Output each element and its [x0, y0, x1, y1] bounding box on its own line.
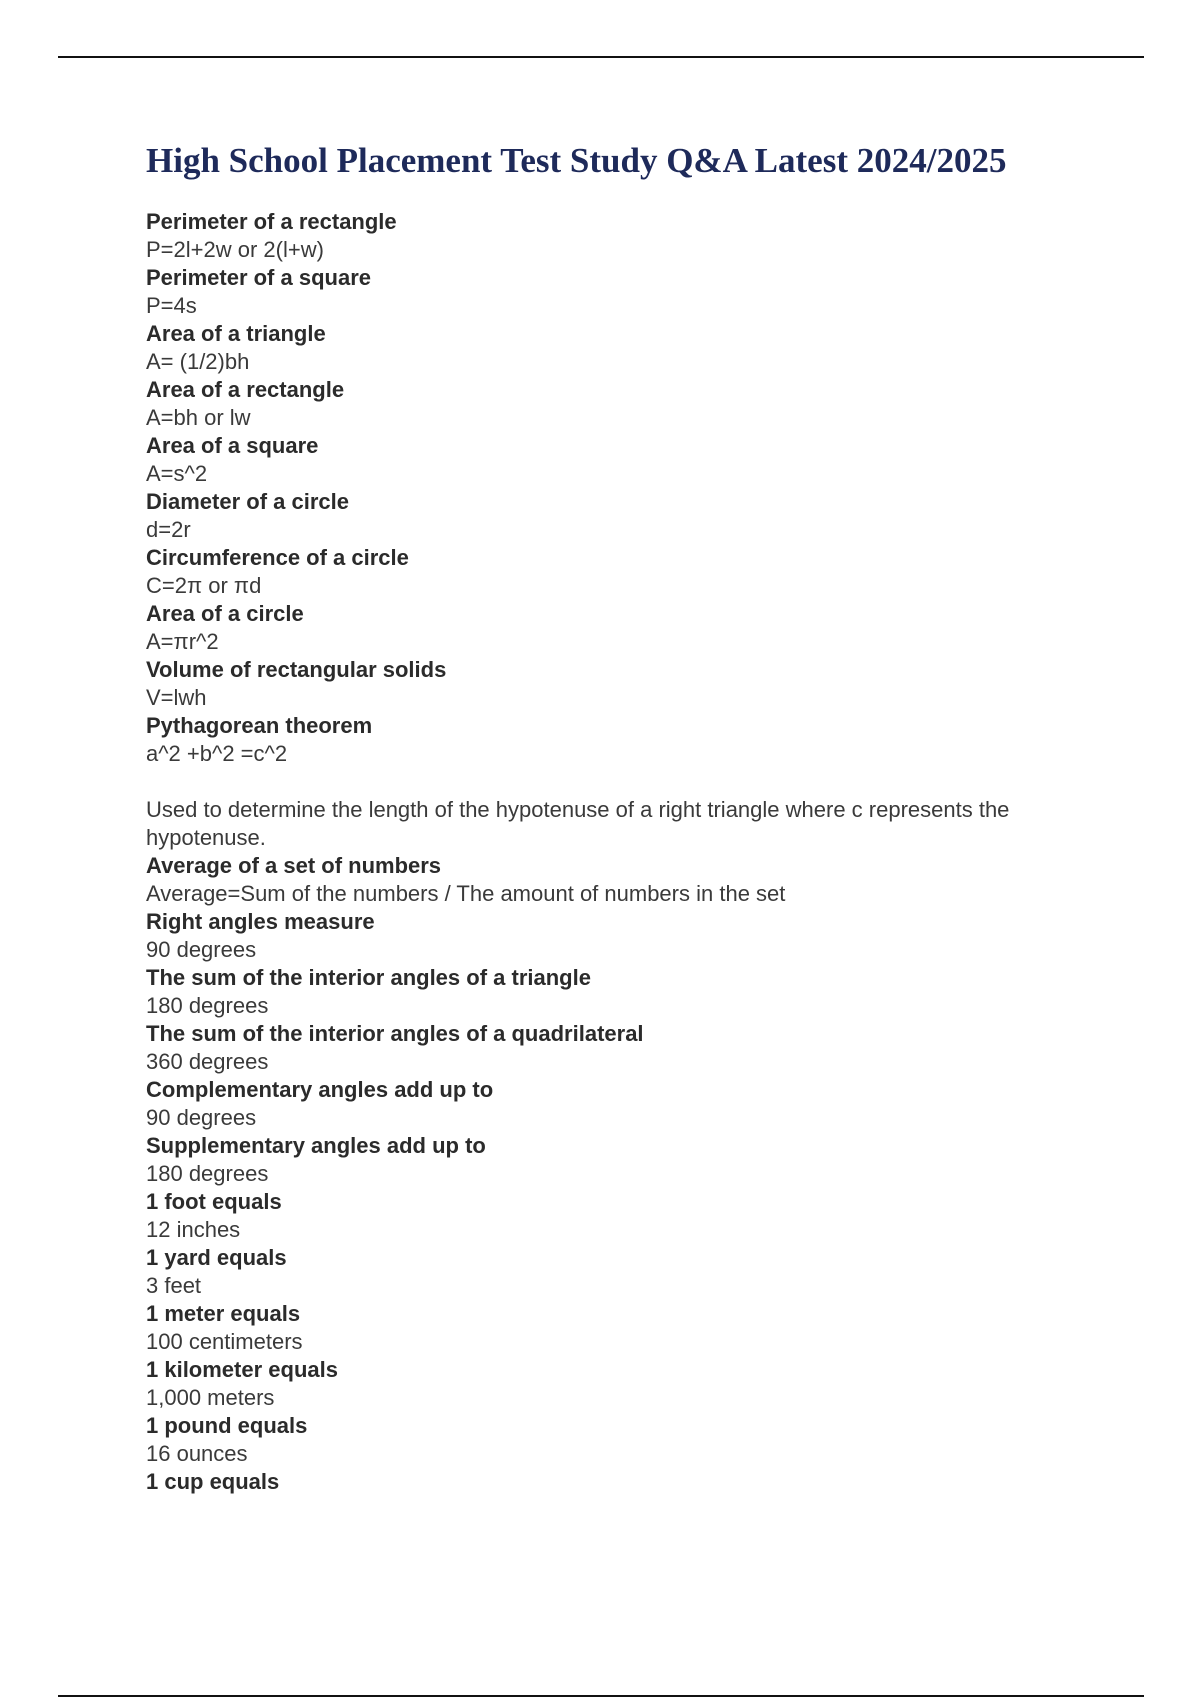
- question: The sum of the interior angles of a triangle: [146, 965, 591, 990]
- question: Circumference of a circle: [146, 545, 409, 570]
- question: Volume of rectangular solids: [146, 657, 447, 682]
- question: Area of a rectangle: [146, 377, 345, 402]
- qa-item: [146, 656, 1076, 712]
- question: Right angles measure: [146, 909, 375, 934]
- question: Area of a triangle: [146, 321, 326, 346]
- question: 1 cup equals: [146, 1469, 280, 1494]
- answer: C=2π or πd: [146, 573, 262, 598]
- question: 1 kilometer equals: [146, 1357, 338, 1382]
- answer: 180 degrees: [146, 1161, 269, 1186]
- question: 1 meter equals: [146, 1301, 301, 1326]
- document-body: [146, 140, 1076, 1496]
- question: The sum of the interior angles of a quadrilateral: [146, 1021, 644, 1046]
- question: Supplementary angles add up to: [146, 1133, 486, 1158]
- qa-item: [146, 1188, 1076, 1244]
- answer: A= (1/2)bh: [146, 349, 250, 374]
- question: Area of a circle: [146, 601, 304, 626]
- qa-item: [146, 852, 1076, 908]
- qa-item: [146, 1412, 1076, 1468]
- answer: 1,000 meters: [146, 1385, 275, 1410]
- answer: A=πr^2: [146, 629, 219, 654]
- qa-item: [146, 1132, 1076, 1188]
- answer: 16 ounces: [146, 1441, 248, 1466]
- answer: P=4s: [146, 293, 197, 318]
- question: Pythagorean theorem: [146, 713, 373, 738]
- qa-item: [146, 320, 1076, 376]
- answer: 12 inches: [146, 1217, 241, 1242]
- qa-item: [146, 1300, 1076, 1356]
- answer: 90 degrees: [146, 937, 257, 962]
- answer: P=2l+2w or 2(l+w): [146, 237, 324, 262]
- question: Complementary angles add up to: [146, 1077, 494, 1102]
- qa-item: [146, 376, 1076, 432]
- answer: a^2 +b^2 =c^2 Used to determine the length of the hypotenuse of a right triangle where c represents the hypotenuse.: [146, 741, 1010, 850]
- qa-item: [146, 712, 1076, 852]
- question: 1 yard equals: [146, 1245, 287, 1270]
- answer: A=s^2: [146, 461, 208, 486]
- question: Perimeter of a square: [146, 265, 371, 290]
- answer: 180 degrees: [146, 993, 269, 1018]
- qa-item: [146, 908, 1076, 964]
- question: Area of a square: [146, 433, 319, 458]
- answer: d=2r: [146, 517, 191, 542]
- qa-item: [146, 1356, 1076, 1412]
- qa-item: [146, 1020, 1076, 1076]
- qa-item: [146, 1468, 1076, 1496]
- answer: 90 degrees: [146, 1105, 257, 1130]
- qa-item: [146, 208, 1076, 264]
- answer: Average=Sum of the numbers / The amount of numbers in the set: [146, 881, 786, 906]
- answer: 100 centimeters: [146, 1329, 303, 1354]
- qa-item: [146, 1076, 1076, 1132]
- question: Diameter of a circle: [146, 489, 349, 514]
- document-title: High School Placement Test Study Q&A Latest 2024/2025: [146, 141, 1007, 180]
- answer: 360 degrees: [146, 1049, 269, 1074]
- qa-list: [146, 208, 1076, 1496]
- qa-item: [146, 1244, 1076, 1300]
- top-rule: [58, 56, 1144, 58]
- question: Perimeter of a rectangle: [146, 209, 397, 234]
- answer: 3 feet: [146, 1273, 202, 1298]
- qa-item: [146, 488, 1076, 544]
- answer: V=lwh: [146, 685, 207, 710]
- qa-item: [146, 432, 1076, 488]
- answer: A=bh or lw: [146, 405, 251, 430]
- question: 1 foot equals: [146, 1189, 282, 1214]
- qa-item: [146, 544, 1076, 600]
- qa-item: [146, 964, 1076, 1020]
- question: 1 pound equals: [146, 1413, 308, 1438]
- qa-item: [146, 264, 1076, 320]
- qa-item: [146, 600, 1076, 656]
- bottom-rule: [58, 1695, 1144, 1697]
- question: Average of a set of numbers: [146, 853, 442, 878]
